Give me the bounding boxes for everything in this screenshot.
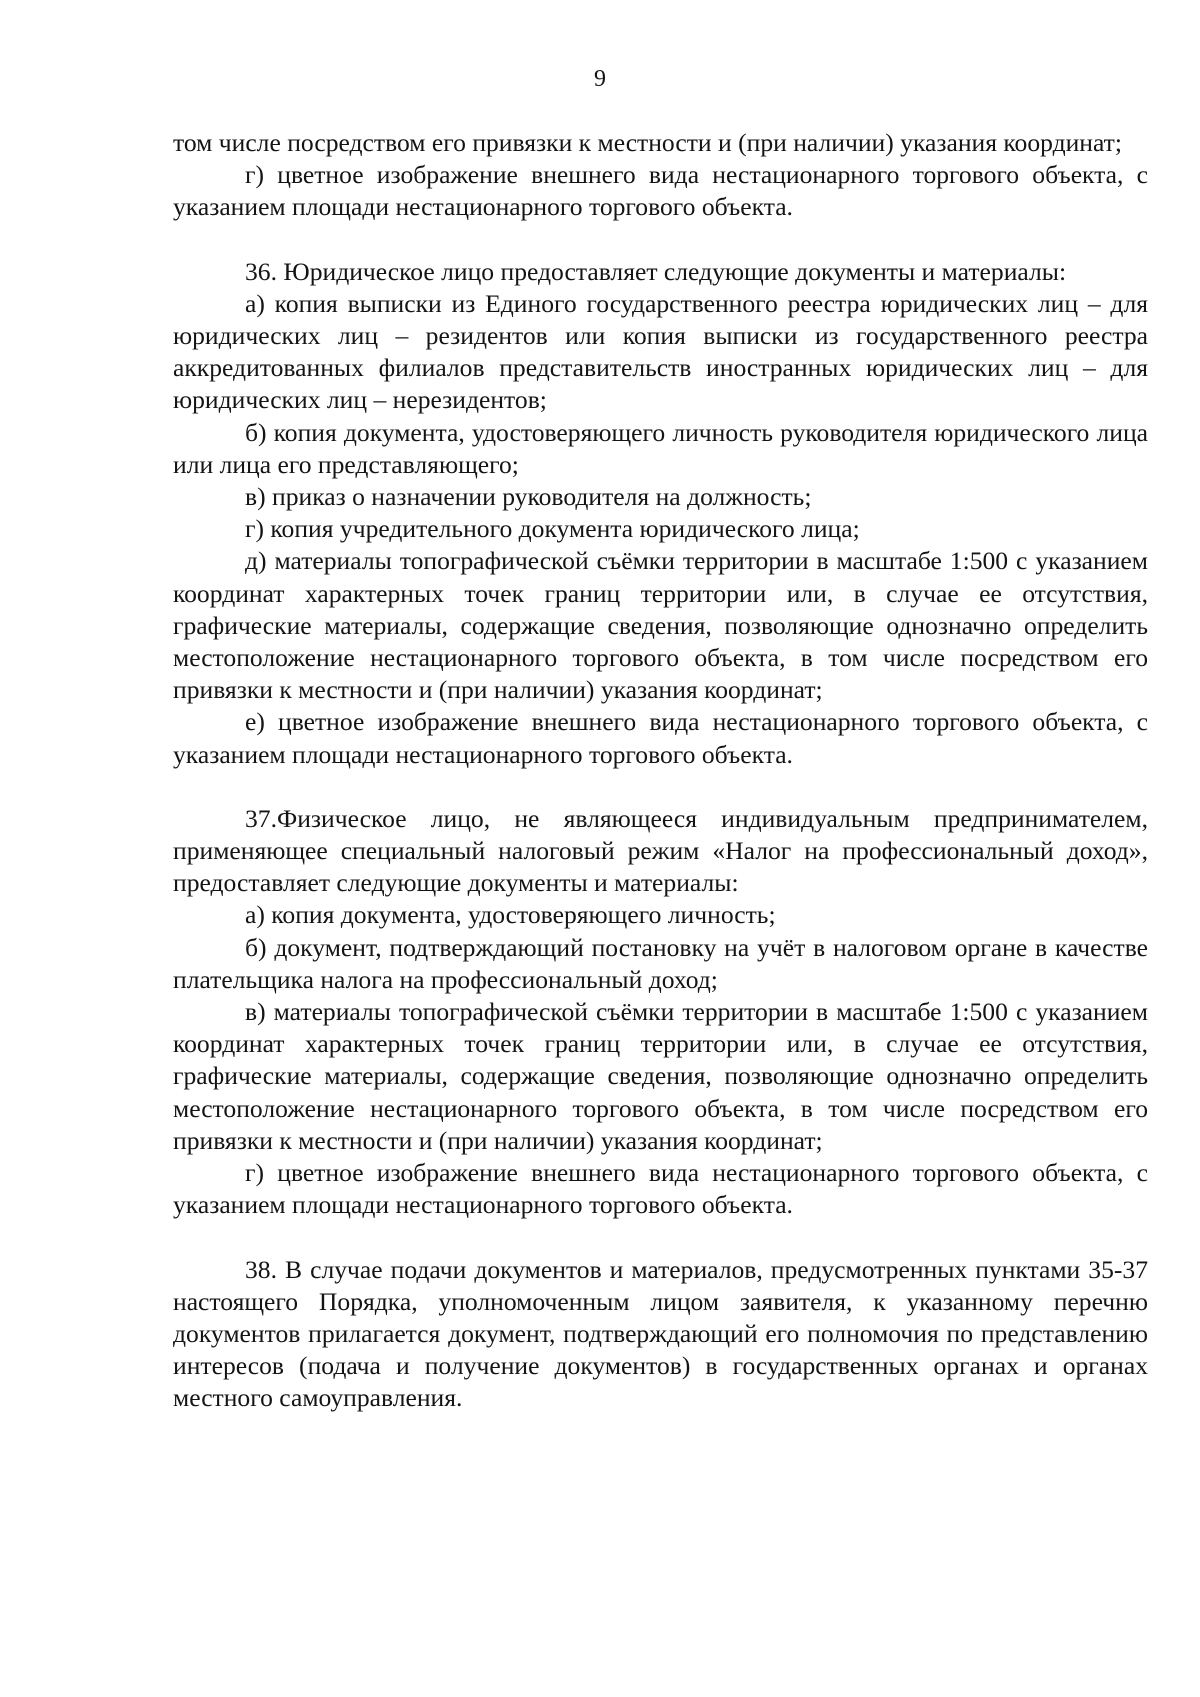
list-item-v: в) материалы топографической съёмки территории в масштабе 1:500 с указанием координат характерных точек границ территории или, в случае ее отсутствия, графические материалы, содержащие сведения, позволяющие однозначно определить местоположение нестационарного торгового объекта, в том числе посредством его привязки к местности и (при наличии) указания координат;: [173, 997, 1148, 1155]
page-number: 9: [594, 66, 606, 92]
paragraph-37: 37.Физическое лицо, не являющееся индивидуальным предпринимателем, применяющее специальный налоговый режим «Налог на профессиональный доход», предоставляет следующие документы и материалы:: [173, 803, 1148, 898]
list-item-a: а) копия выписки из Единого государственного реестра юридических лиц – для юридических лиц – резидентов или копия выписки из государственного реестра аккредитованных филиалов представительств иностранных юридических лиц – для юридических лиц – нерезидентов;: [173, 288, 1148, 415]
document-body: [173, 127, 1148, 1415]
paragraph-38: 38. В случае подачи документов и материалов, предусмотренных пунктами 35-37 настоящего Порядка, уполномоченным лицом заявителя, к указанному перечню документов прилагается документ, подтверждающий его полномочия по представлению интересов (подача и получение документов) в государственных органах и органах местного самоуправления.: [173, 1254, 1148, 1413]
list-item-d: д) материалы топографической съёмки территории в масштабе 1:500 с указанием координат характерных точек границ территории или, в случае ее отсутствия, графические материалы, содержащие сведения, позволяющие однозначно определить местоположение нестационарного торгового объекта, в том числе посредством его привязки к местности и (при наличии) указания координат;: [173, 546, 1148, 705]
list-item-g: г) цветное изображение внешнего вида нестационарного торгового объекта, с указанием площади нестационарного торгового объекта.: [173, 1158, 1148, 1220]
spacer: [173, 1222, 1148, 1254]
list-item-e: е) цветное изображение внешнего вида нестационарного торгового объекта, с указанием площади нестационарного торгового объекта.: [173, 707, 1148, 769]
list-item-g: г) копия учредительного документа юридического лица;: [245, 514, 860, 544]
list-item-v: в) приказ о назначении руководителя на должность;: [245, 482, 812, 512]
list-item-g: г) цветное изображение внешнего вида нестационарного торгового объекта, с указанием площади нестационарного торгового объекта.: [173, 160, 1148, 222]
list-item-a: а) копия документа, удостоверяющего личность;: [245, 900, 776, 930]
paragraph-continuation: том числе посредством его привязки к местности и (при наличии) указания координат;: [173, 128, 1122, 157]
spacer: [173, 224, 1148, 256]
spacer: [173, 771, 1148, 803]
list-item-b: б) документ, подтверждающий постановку на учёт в налоговом органе в качестве плательщика налога на профессиональный доход;: [173, 932, 1148, 994]
paragraph-36: 36. Юридическое лицо предоставляет следующие документы и материалы:: [245, 256, 1067, 286]
list-item-b: б) копия документа, удостоверяющего личность руководителя юридического лица или лица его представляющего;: [173, 417, 1148, 479]
